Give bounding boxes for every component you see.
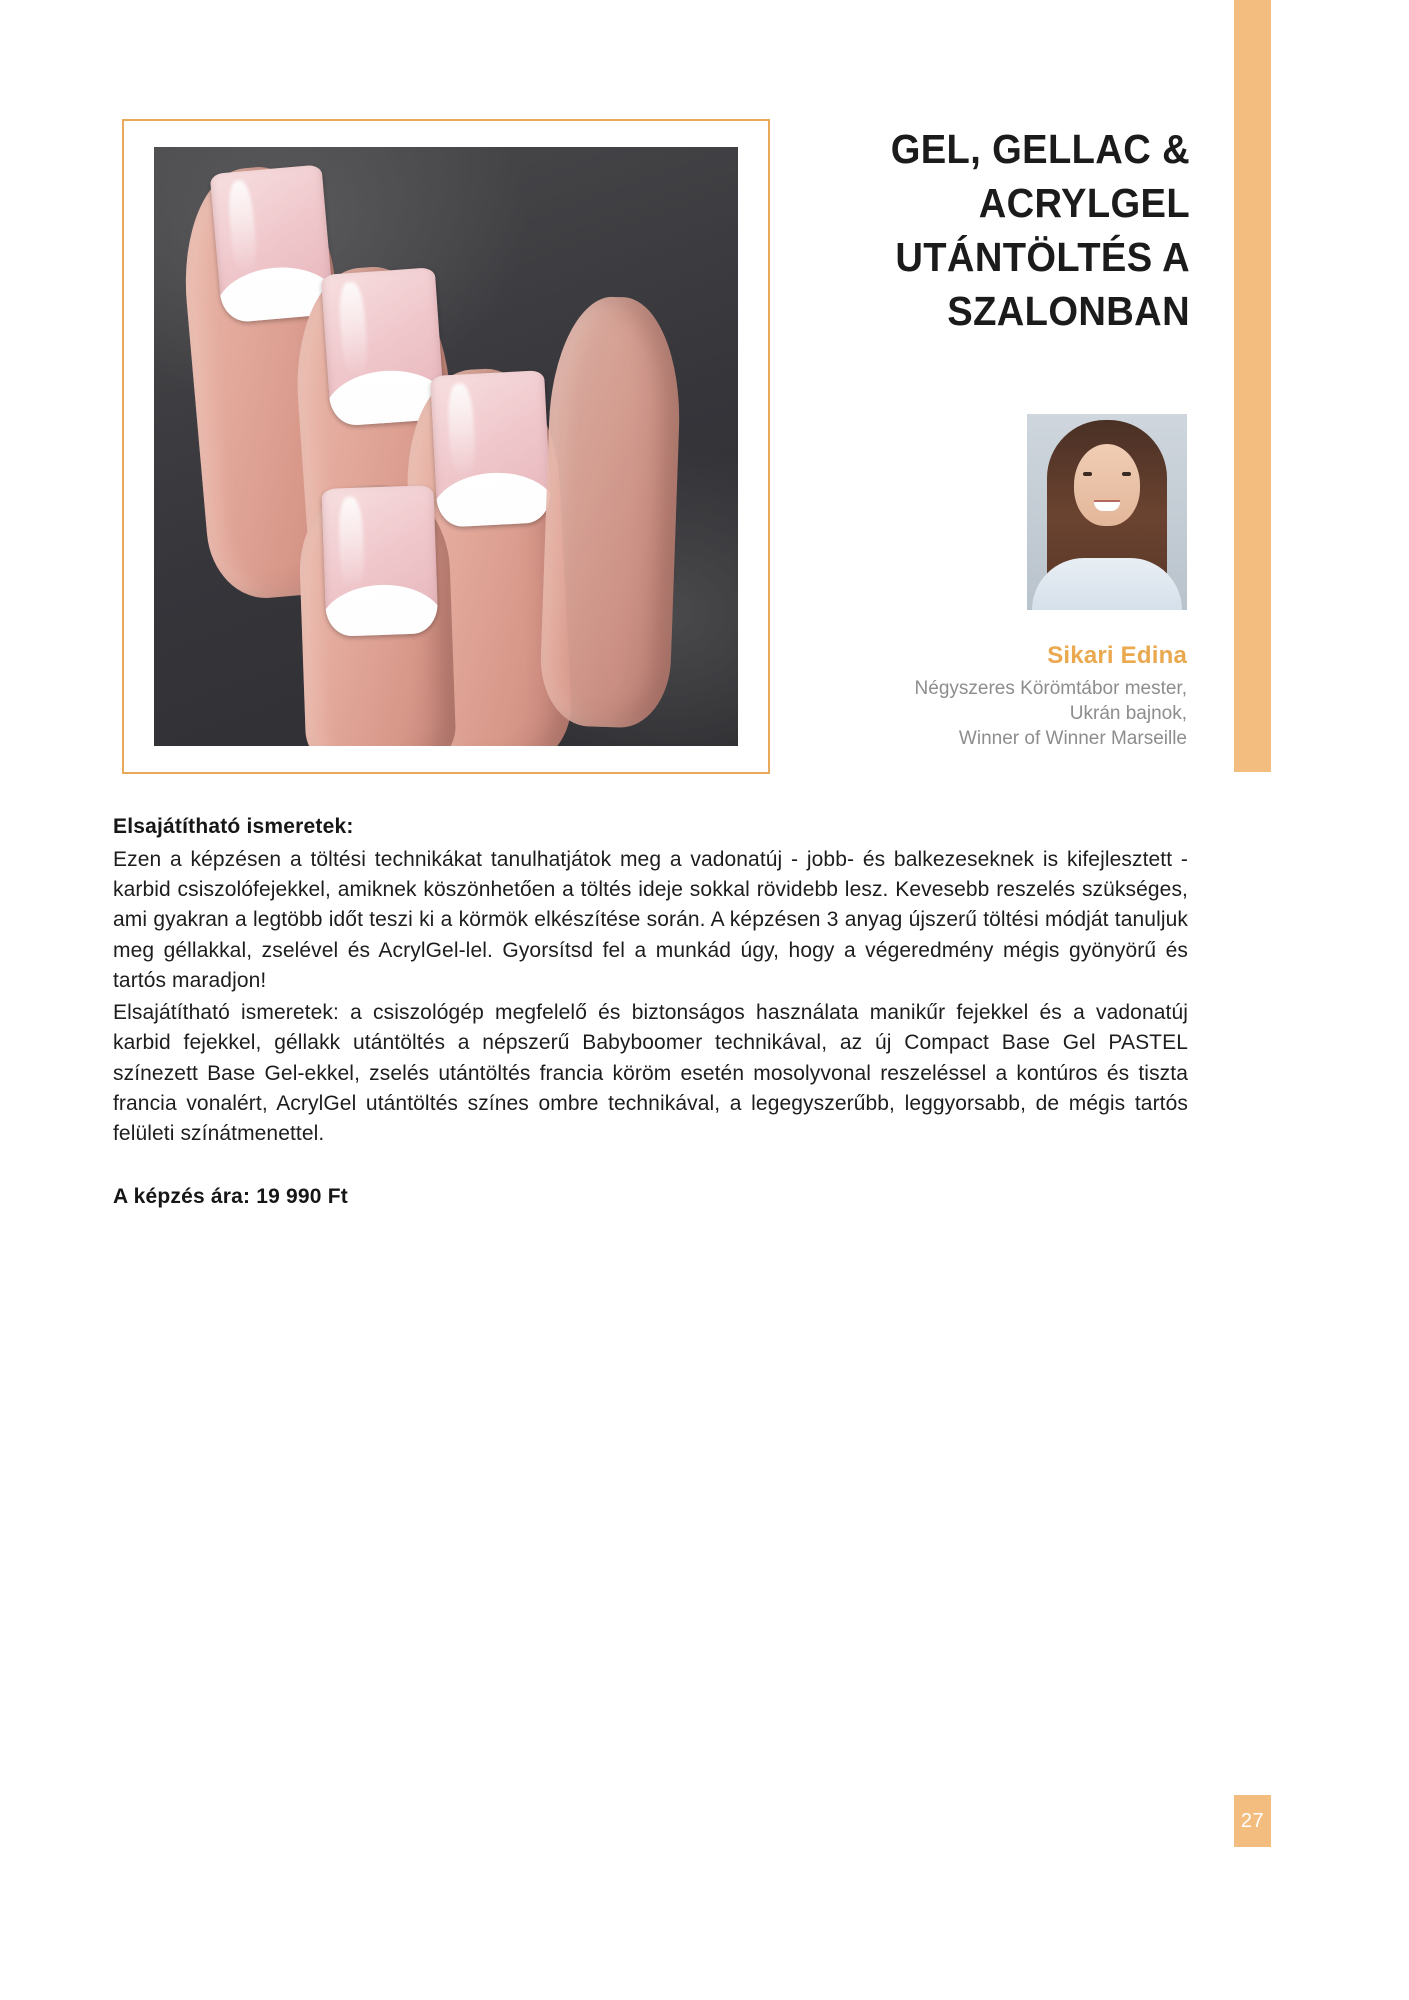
right-accent-bar: [1234, 0, 1271, 772]
page-title: [734, 122, 1190, 338]
hero-photo-nails: [154, 147, 738, 746]
hero-photo-frame: [122, 119, 770, 774]
presenter-credit-2: Ukrán bajnok,: [1069, 703, 1187, 725]
avatar-eye-right: [1122, 472, 1131, 476]
presenter-credit-1: Négyszeres Körömtábor mester,: [914, 678, 1187, 699]
page-title-line-2: UTÁNTÖLTÉS A: [895, 234, 1190, 281]
avatar-eye-left: [1083, 472, 1092, 476]
content-heading: Elsajátítható ismeretek:: [113, 815, 354, 838]
avatar-face: [1074, 444, 1140, 526]
course-price: A képzés ára: 19 990 Ft: [113, 1185, 348, 1209]
right-accent-rule: [1271, 0, 1273, 772]
finger-5: [539, 295, 684, 729]
presenter-credit-3: Winner of Winner Marseille: [958, 728, 1187, 750]
page-title-line-3: SZALONBAN: [947, 288, 1190, 335]
content-body: [113, 815, 1188, 1209]
presenter-avatar: [1027, 414, 1187, 610]
nail-3: [430, 370, 552, 528]
presenter-credits: [760, 676, 1187, 751]
page-number-tab: 27: [1234, 1795, 1271, 1847]
presenter-name: Sikari Edina: [1047, 642, 1187, 669]
nail-4: [321, 485, 438, 637]
content-paragraph-2: Elsajátítható ismeretek: a csiszológép megfelelő és biztonságos használata manikűr fejekkel és a vadonatúj karbid fejekkel, géllakk utántöltés a népszerű Babyboomer technikával, az új Compact Base Gel PASTEL színezett Base Gel-ekkel, zselés utántöltés francia köröm esetén mosolyvonal reszeléssel a kontúros és tiszta francia vonalért, AcrylGel utántöltés színes ombre technikával, a legegyszerűbb, leggyorsabb, de mégis tartós felületi színátmenettel.: [113, 1001, 1188, 1146]
content-paragraph-1: Ezen a képzésen a töltési technikákat tanulhatjátok meg a vadonatúj - jobb- és balkezeseknek is kifejlesztett -karbid csiszolófejekkel, amiknek köszönhetően a töltés ideje sokkal rövidebb lesz. Kevesebb reszelés szükséges, ami gyakran a legtöbb időt teszi ki a körmök elkészítése során. A képzésen 3 anyag újszerű töltési módját tanuljuk meg géllakkal, zselével és AcrylGel-lel. Gyorsítsd fel a munkád úgy, hogy a végeredmény mégis gyönyörű és tartós maradjon!: [113, 848, 1188, 992]
page-title-line-1: GEL, GELLAC & ACRYLGEL: [890, 126, 1190, 227]
